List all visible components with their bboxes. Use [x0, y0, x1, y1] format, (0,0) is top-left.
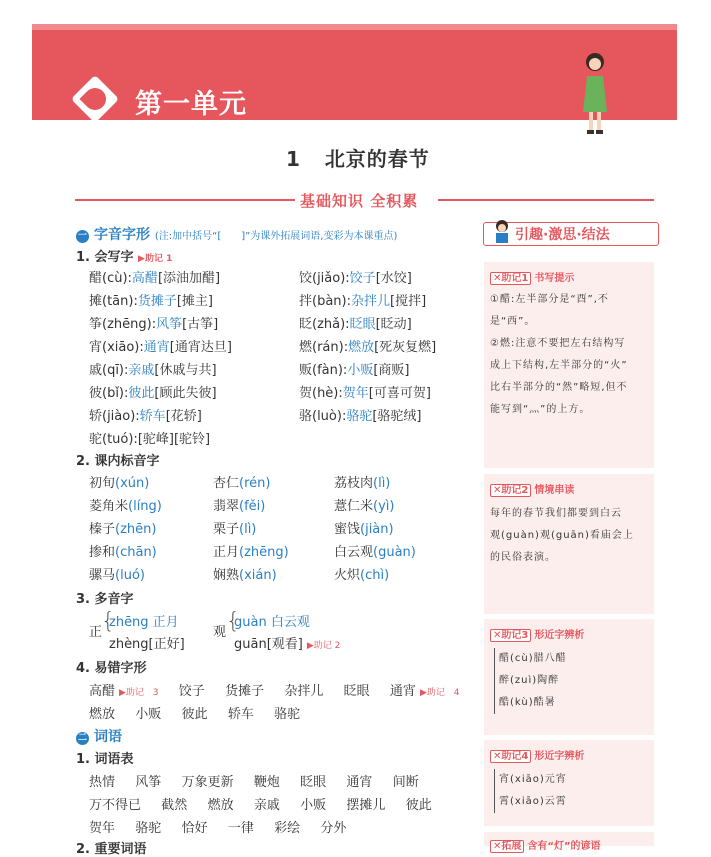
- lesson-number: 1: [286, 147, 301, 171]
- vocab-row-3: 贺年 骆驼 恰好 一律 彩绘 分外: [89, 821, 347, 836]
- polyphone-b2: guān[观看] ▶助记 2: [234, 637, 341, 652]
- banner-stripe: [32, 24, 677, 30]
- list-item: 拌(bàn):杂拌儿[搅拌]: [299, 294, 427, 309]
- error-prone-row-1: 高醋 ▶助记 3 饺子 货摊子 杂拌儿 眨眼 通宵 ▶助记 4: [89, 684, 460, 699]
- polyphone-char-a: 正: [89, 625, 103, 640]
- vocab-row-1: 热情 风筝 万象更新 鞭炮 眨眼 通宵 间断: [89, 775, 419, 790]
- section-title: 基础知识 全积累: [300, 192, 419, 210]
- list-item: 贺(hè):贺年[可喜可贺]: [299, 386, 431, 401]
- sub3-heading: 3. 多音字: [76, 592, 134, 607]
- list-item: 轿(jiào):轿车[花轿]: [89, 409, 202, 424]
- memo-box-4: ✕助记4 形近字辨析 宵(xiāo)元宵 霄(xiāo)云霄: [484, 740, 654, 826]
- list-item: 饺(jiǎo):饺子[水饺]: [299, 271, 412, 286]
- section-rule-left: [75, 199, 295, 201]
- polyphone-a2: zhèng[正好]: [109, 637, 185, 652]
- list-item: 戚(qī):亲戚[休戚与共]: [89, 363, 217, 378]
- sub1-heading: 1. 会写字 ▶助记 1: [76, 250, 173, 265]
- list-item: 醋(cù):高醋[添油加醋]: [89, 271, 221, 286]
- part1-icon: 一: [77, 231, 87, 241]
- polyphone-b1: guàn 白云观: [234, 615, 310, 630]
- phonetic-col-1: 初旬(xún) 菱角米(líng) 榛子(zhēn) 掺和(chān) 骡马(luó): [89, 476, 162, 583]
- memo-box-1: ✕助记1 书写提示 ①醋:左半部分是“酉”,不 是“西”。 ②燃:注意不要把左右结构写 成上下结构,左半部分的“火” 比右半部分的“然”略短,但不 能写到“灬”的上方。: [484, 262, 654, 468]
- part2-heading: 二 词语: [77, 729, 122, 745]
- list-item: 摊(tān):货摊子[摊主]: [89, 294, 213, 309]
- sub2-heading: 2. 课内标音字: [76, 454, 160, 469]
- memo-box-5: ✕拓展 含有“灯”的谚语: [484, 832, 654, 846]
- memo-box-2: ✕助记2 情境串读 每年的春节我们都要到白云 观(guàn)观(guān)看庙会上 的民俗表演。: [484, 474, 654, 614]
- list-item: 宵(xiāo):通宵[通宵达旦]: [89, 340, 232, 355]
- part1-heading: 一 字音字形 (注:加中括号“[ ]”为课外拓展词语,变彩为本课重点): [77, 227, 398, 243]
- part1-note: (注:加中括号“[ ]”为课外拓展词语,变彩为本课重点): [154, 231, 398, 242]
- brace-icon: {: [101, 609, 115, 634]
- phonetic-col-2: 杏仁(rén) 翡翠(fěi) 栗子(lì) 正月(zhēng) 娴熟(xián): [213, 476, 289, 583]
- list-item: 驼(tuó):[驼峰][驼铃]: [89, 432, 211, 447]
- memo-box-3: ✕助记3 形近字辨析 醋(cù)腊八醋 醉(zuì)陶醉 酷(kù)酷暑: [484, 619, 654, 735]
- write-chars-right: [299, 267, 436, 428]
- polyphone-char-b: 观: [213, 625, 227, 640]
- list-item: 彼(bǐ):彼此[顾此失彼]: [89, 386, 217, 401]
- boy-mascot-icon: [492, 218, 512, 246]
- write-chars-left: [89, 267, 232, 451]
- vocab-row-2: 万不得已 截然 燃放 亲戚 小贩 摆摊儿 彼此: [89, 798, 432, 813]
- polyphone-a1: zhēng 正月: [109, 615, 179, 630]
- unit-title: 第一单元: [135, 89, 247, 120]
- list-item: 贩(fàn):小贩[商贩]: [299, 363, 410, 378]
- brace-icon: {: [226, 609, 240, 634]
- list-item: 眨(zhǎ):眨眼[眨动]: [299, 317, 412, 332]
- key-words-heading: 2. 重要词语: [76, 842, 147, 857]
- list-item: 燃(rán):燃放[死灰复燃]: [299, 340, 437, 355]
- memo-tag[interactable]: ▶助记 1: [138, 254, 173, 264]
- part2-icon: 二: [77, 733, 87, 743]
- list-item: 筝(zhēng):风筝[古筝]: [89, 317, 219, 332]
- list-item: 骆(luò):骆驼[骆驼绒]: [299, 409, 422, 424]
- vocab-heading: 1. 词语表: [76, 752, 134, 767]
- sub4-heading: 4. 易错字形: [76, 661, 147, 676]
- lesson-name: 北京的春节: [324, 147, 430, 171]
- error-prone-row-2: 燃放 小贩 彼此 轿车 骆驼: [89, 707, 301, 722]
- sidebar-title: 引趣·激思·结法: [515, 227, 610, 243]
- phonetic-col-3: 荔枝肉(lì) 薏仁米(yì) 蜜饯(jiàn) 白云观(guàn) 火炽(chì): [334, 476, 416, 583]
- lesson-title: [286, 143, 430, 172]
- girl-illustration-icon: [580, 50, 610, 135]
- section-rule-right: [438, 199, 654, 201]
